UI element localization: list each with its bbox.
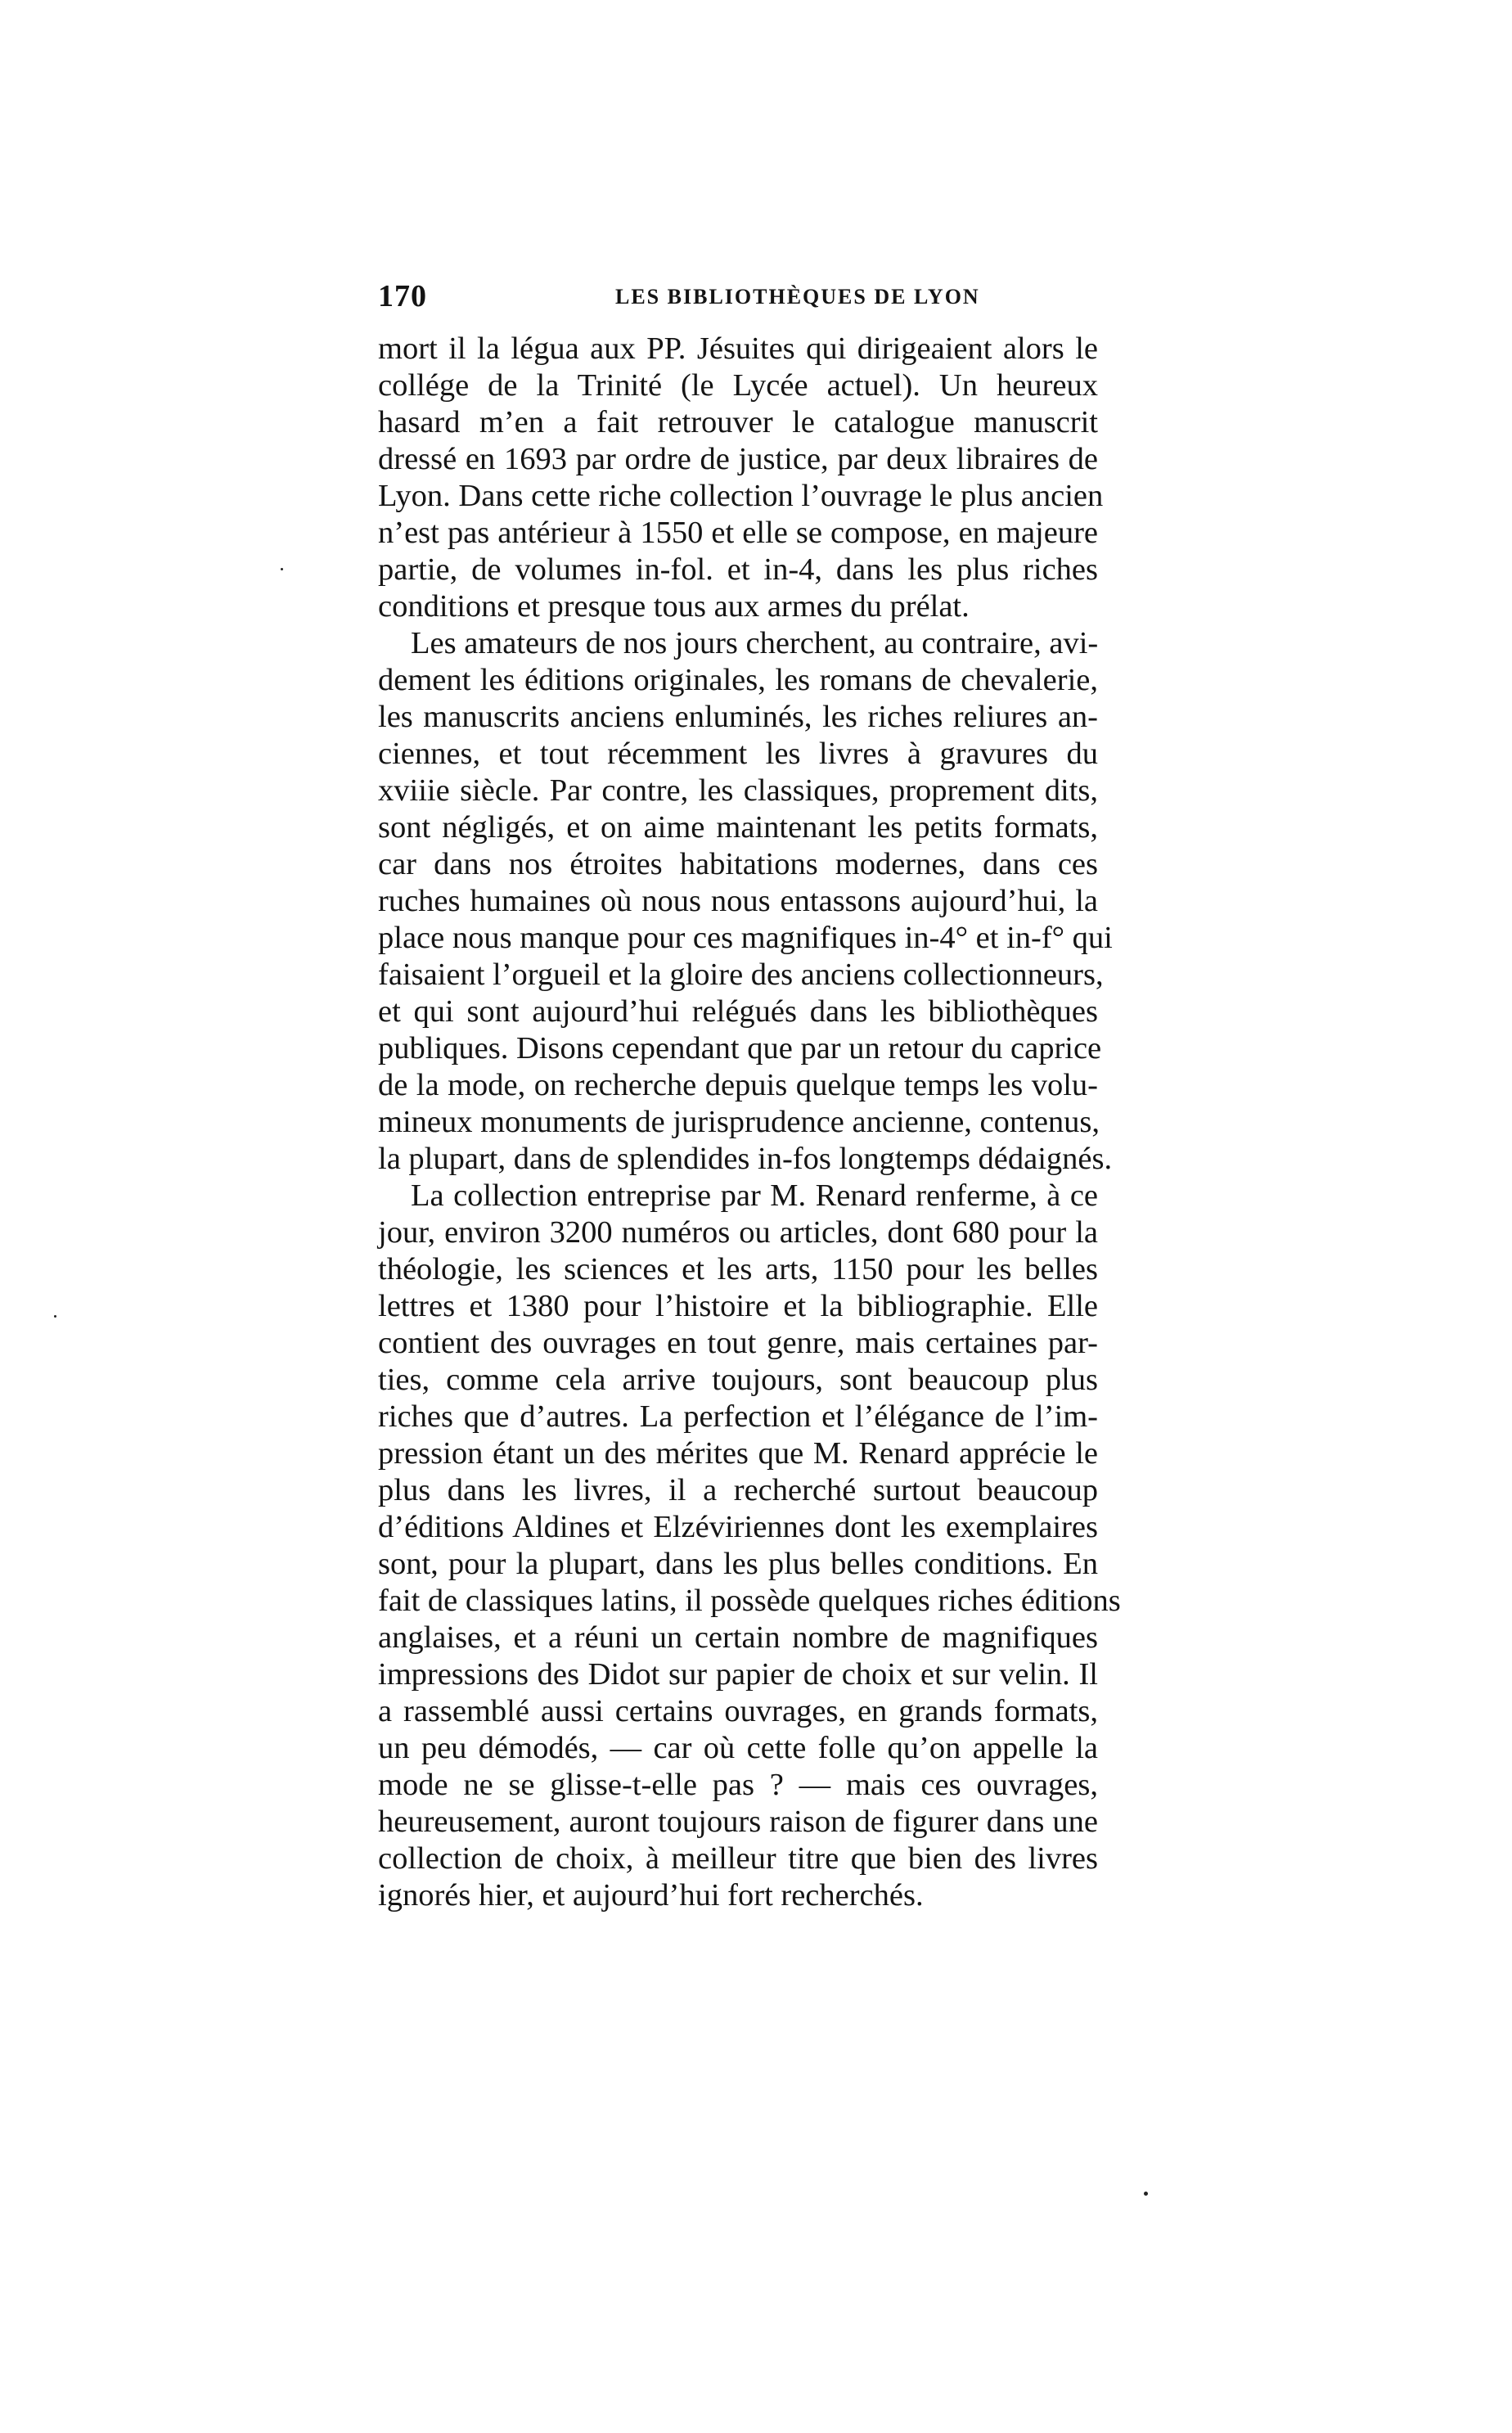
text-line: jour, environ 3200 numéros ou articles, dont 680 pour la [378,1215,1098,1250]
text-line: dressé en 1693 par ordre de justice, par deux libraires de [378,442,1098,476]
text-line: hasard m’en a fait retrouver le catalogue manuscrit [378,405,1098,439]
text-line: sont négligés, et on aime maintenant les petits formats, [378,810,1098,845]
text-line: collége de la Trinité (le Lycée actuel). Un heureux [378,368,1098,403]
paper-speck [281,568,283,570]
text-line: conditions et presque tous aux armes du prélat. [378,589,970,624]
text-line: et qui sont aujourd’hui relégués dans les bibliothèques [378,994,1098,1029]
page-header [378,278,1033,327]
text-line: de la mode, on recherche depuis quelque temps les volu- [378,1068,1098,1102]
text-line: heureusement, auront toujours raison de figurer dans une [378,1804,1098,1839]
text-line: riches que d’autres. La perfection et l’élégance de l’im- [378,1399,1098,1434]
text-line: la plupart, dans de splendides in-fos longtemps dédaignés. [378,1142,1113,1176]
page-number: 170 [378,279,427,313]
text-line: partie, de volumes in-fol. et in-4, dans les plus riches [378,552,1098,587]
text-line: publiques. Disons cependant que par un retour du caprice [378,1031,1102,1066]
text-line: ties, comme cela arrive toujours, sont beaucoup plus [378,1363,1098,1397]
text-line: mineux monuments de jurisprudence ancienne, contenus, [378,1105,1100,1139]
text-line: Lyon. Dans cette riche collection l’ouvrage le plus ancien [378,479,1104,513]
text-line: fait de classiques latins, il possède quelques riches éditions [378,1584,1121,1618]
text-line: faisaient l’orgueil et la gloire des anciens collectionneurs, [378,957,1104,992]
text-line: plus dans les livres, il a recherché surtout beaucoup [378,1473,1098,1507]
text-line: collection de choix, à meilleur titre que bien des livres [378,1841,1098,1876]
text-line: impressions des Didot sur papier de choix et sur velin. Il [378,1657,1098,1692]
text-line: car dans nos étroites habitations modernes, dans ces [378,847,1098,881]
text-line: sont, pour la plupart, dans les plus belles conditions. En [378,1547,1098,1581]
text-line: a rassemblé aussi certains ouvrages, en grands formats, [378,1694,1098,1728]
text-line: mort il la légua aux PP. Jésuites qui dirigeaient alors le [378,331,1098,366]
text-line: La collection entreprise par M. Renard renferme, à ce [411,1178,1098,1213]
text-line: place nous manque pour ces magnifiques in-4° et in-f° qui [378,921,1113,955]
text-line: mode ne se glisse-t-elle pas ? — mais ces ouvrages, [378,1768,1098,1802]
text-line: Les amateurs de nos jours cherchent, au contraire, avi- [411,626,1099,660]
text-line: n’est pas antérieur à 1550 et elle se compose, en majeure [378,516,1098,550]
text-line: d’éditions Aldines et Elzéviriennes dont les exemplaires [378,1510,1098,1544]
text-line: contient des ouvrages en tout genre, mais certaines par- [378,1326,1098,1360]
paper-speck [54,1315,56,1318]
body-text [378,331,1121,1914]
text-line: ruches humaines où nous nous entassons aujourd’hui, la [378,884,1098,918]
running-title: LES BIBLIOTHÈQUES DE LYON [615,285,980,309]
text-line: un peu démodés, — car où cette folle qu’on appelle la [378,1731,1098,1765]
text-line: lettres et 1380 pour l’histoire et la bibliographie. Elle [378,1289,1098,1323]
text-line: pression étant un des mérites que M. Renard apprécie le [378,1436,1098,1471]
text-line: xviiie siècle. Par contre, les classiques, proprement dits, [378,773,1098,808]
text-line: théologie, les sciences et les arts, 1150 pour les belles [378,1252,1098,1286]
paper-speck [1144,2192,1148,2196]
text-line: anglaises, et a réuni un certain nombre de magnifiques [378,1620,1098,1655]
text-line: dement les éditions originales, les romans de chevalerie, [378,663,1098,697]
text-line: ciennes, et tout récemment les livres à gravures du [378,737,1098,771]
text-line: ignorés hier, et aujourd’hui fort recherchés. [378,1878,924,1913]
text-line: les manuscrits anciens enluminés, les riches reliures an- [378,700,1098,734]
